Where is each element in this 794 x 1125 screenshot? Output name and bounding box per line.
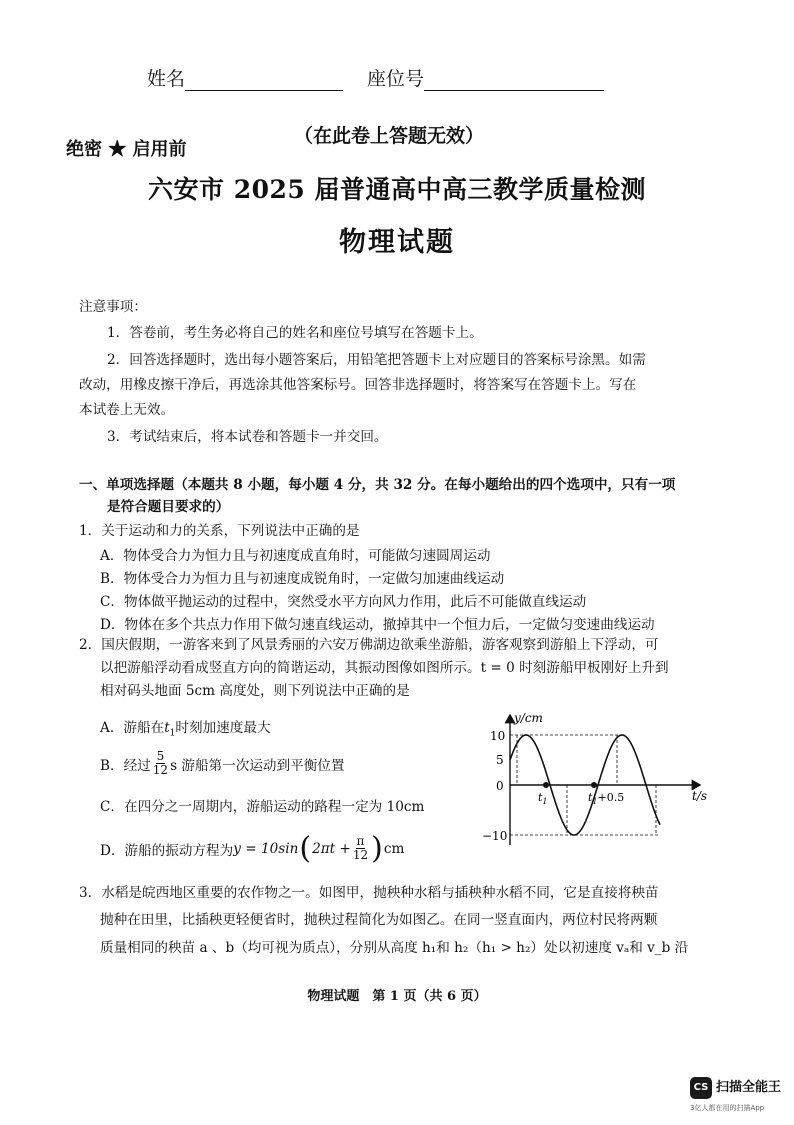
q2-d-equation: y = 10sin <box>233 840 299 857</box>
notice-item-3: 3．考试结束后，将本试卷和答题卡一并交回。 <box>107 429 388 445</box>
tick-minus10: −10 <box>482 829 508 843</box>
q2-d-fraction <box>353 835 368 862</box>
q2-stem-line2: 以把游船浮动看成竖直方向的简谐运动，其振动图像如图所示。t = 0 时刻游船甲板刚好上升到 <box>100 660 669 676</box>
q2-d-numerator: π <box>356 834 365 848</box>
name-label: 姓名 <box>147 68 186 90</box>
notice-heading: 注意事项： <box>79 299 147 315</box>
t1-plus-point <box>591 782 597 788</box>
t1-plus-label: $t_1+0.5$ <box>588 791 625 806</box>
tick-5: 5 <box>496 753 504 767</box>
y-axis-label: y/cm <box>514 711 543 725</box>
camscanner-tagline: 3亿人都在用的扫描App <box>690 1104 765 1112</box>
q2-b-denominator: 12 <box>152 763 169 777</box>
q2-a-sub: 1 <box>169 728 176 739</box>
q1-option-a: A．物体受合力为恒力且与初速度成直角时，可能做匀速圆周运动 <box>100 548 491 564</box>
q2-option-a <box>100 716 271 739</box>
q2-d-rparen: ) <box>371 831 383 866</box>
q1-option-d: D．物体在多个共点力作用下做匀速直线运动，撤掉其中一个恒力后，一定做匀变速曲线运动 <box>100 617 655 633</box>
camscanner-logo: CS <box>690 1077 712 1099</box>
notice-item-2-line2: 改动，用橡皮擦干净后，再选涂其他答案标号。回答非选择题时，将答案写在答题卡上。写在 <box>79 377 637 393</box>
tick-0: 0 <box>496 779 504 793</box>
q3-line1: 3．水稻是皖西地区重要的农作物之一。如图甲，抛秧种水稻与插秧种水稻不同，它是直接将秧苗 <box>79 885 659 901</box>
q2-d-lparen: ( <box>299 831 312 866</box>
vibration-graph <box>470 705 720 850</box>
q1-option-c: C．物体做平抛运动的过程中，突然受水平方向风力作用，此后不可能做直线运动 <box>100 594 587 610</box>
q3-line3: 质量相同的秧苗 a 、b（均可视为质点），分别从高度 h₁和 h₂（h₁ > h₂）处以初速度 vₐ和 v_b 沿 <box>100 940 689 956</box>
q2-d-unit: cm <box>383 840 405 857</box>
q2-option-c: C．在四分之一周期内，游船运动的路程一定为 10cm <box>100 799 425 815</box>
exam-title: 六安市 2025 届普通高中高三教学质量检测 <box>148 175 646 204</box>
seat-label: 座位号 <box>367 68 425 90</box>
q2-option-b <box>100 750 344 777</box>
q1-stem: 1．关于运动和力的关系，下列说法中正确的是 <box>79 523 360 539</box>
name-field <box>147 64 343 91</box>
q1-option-b: B．物体受合力为恒力且与初速度成锐角时，一定做匀加速曲线运动 <box>100 571 505 587</box>
t1-point <box>543 782 549 788</box>
t1-label: $t_1$ <box>538 791 548 806</box>
q2-d-inner: 2πt + <box>312 840 351 857</box>
q2-a-var: t <box>164 720 170 736</box>
q2-stem-line1: 2．国庆假期，一游客来到了风景秀丽的六安万佛湖边欲乘坐游船，游客观察到游船上下浮动，可 <box>79 637 659 653</box>
q2-b-fraction <box>153 750 168 777</box>
q2-stem-line3: 相对码头地面 5cm 高度处，则下列说法中正确的是 <box>100 683 410 699</box>
seat-blank <box>424 72 604 91</box>
subject-title: 物理试题 <box>339 227 455 258</box>
tick-10: 10 <box>490 729 506 743</box>
invalid-note: （在此卷上答题无效） <box>294 125 485 147</box>
q2-a-text: 时刻加速度最大 <box>175 720 271 736</box>
section1-heading-line1: 一、单项选择题（本题共 8 小题，每小题 4 分，共 32 分。在每小题给出的四个选项中，只有一项 <box>79 477 676 493</box>
q2-a-prefix: A．游船在 <box>100 720 165 736</box>
camscanner-name: 扫描全能王 <box>716 1080 782 1095</box>
page-footer: 物理试题 第 1 页（共 6 页） <box>307 989 487 1004</box>
q2-d-denominator: 12 <box>352 848 369 862</box>
notice-item-2-line3: 本试卷上无效。 <box>79 402 175 418</box>
notice-item-2-line1: 2．回答选择题时，选出每小题答案后，用铅笔把答题卡上对应题目的答案标号涂黑。如需 <box>107 352 646 368</box>
secret-label: 绝密 ★ 启用前 <box>66 139 187 160</box>
q2-option-d <box>100 831 404 866</box>
notice-item-1: 1．答卷前，考生务必将自己的姓名和座位号填写在答题卡上。 <box>107 325 483 341</box>
q2-b-text: s 游船第一次运动到平衡位置 <box>170 757 345 774</box>
x-axis-label: t/s <box>692 789 708 803</box>
q2-b-numerator: 5 <box>156 749 165 763</box>
name-blank <box>185 72 343 91</box>
section1-heading-line2: 是符合题目要求的） <box>107 499 230 515</box>
seat-field <box>367 64 604 91</box>
q2-b-prefix: B．经过 <box>100 757 151 774</box>
q2-d-prefix: D．游船的振动方程为 <box>100 842 234 859</box>
q3-line2: 抛种在田里，比插秧更轻便省时，抛秧过程简化为如图乙。在同一竖直面内，两位村民将两颗 <box>100 912 658 928</box>
